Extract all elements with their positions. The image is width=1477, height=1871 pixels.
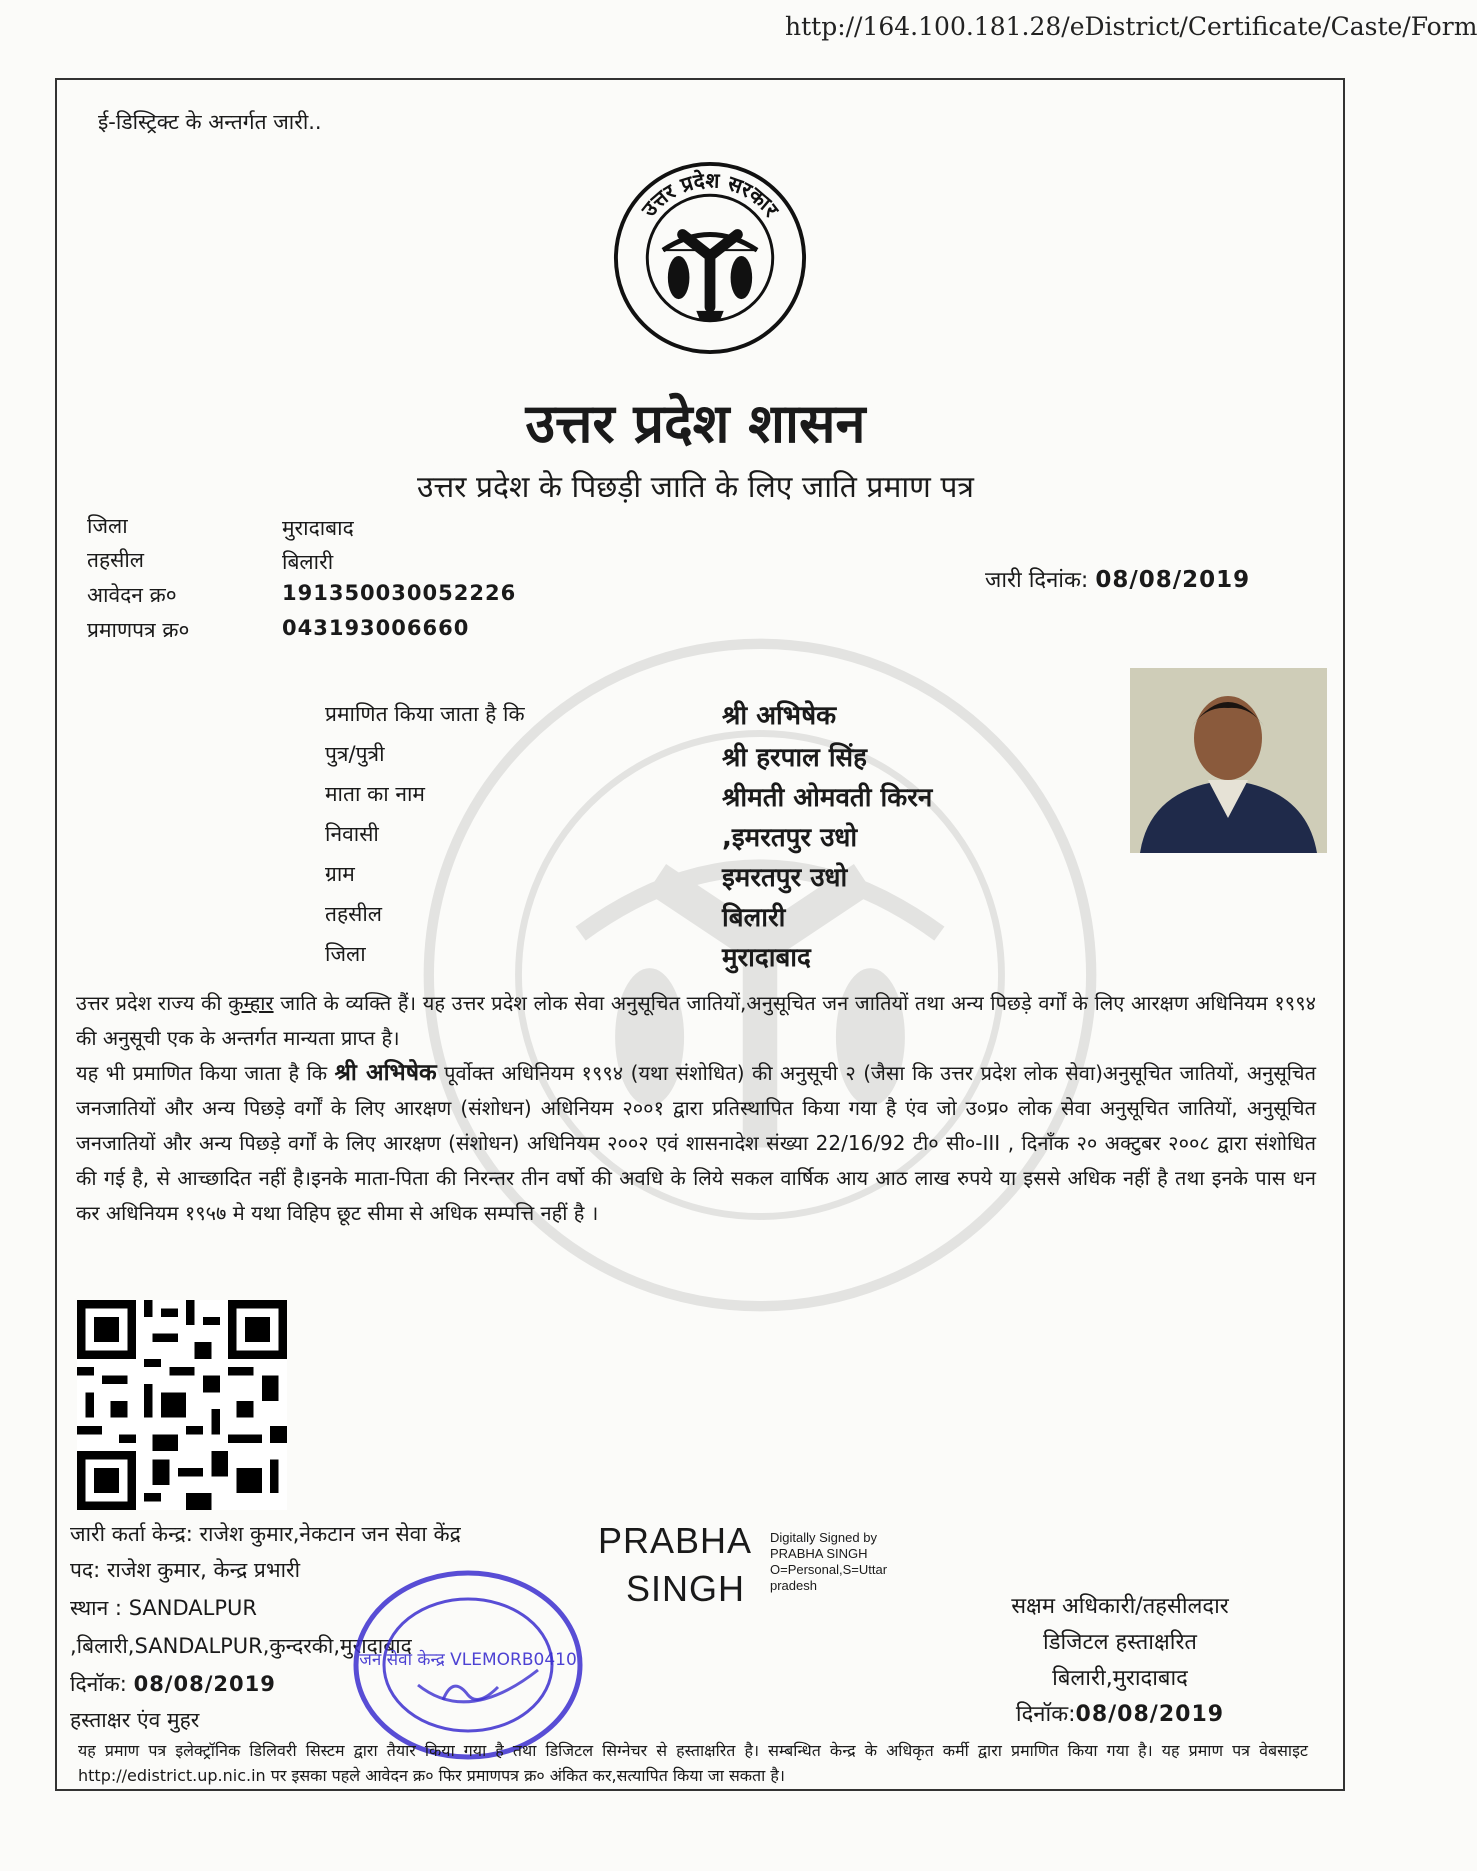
svg-text:जन सेवा केन्द्र VLEMORB0410: जन सेवा केन्द्र VLEMORB0410 [359, 1650, 577, 1670]
signature-detail: Digitally Signed by [770, 1530, 877, 1545]
authority-date [960, 1698, 1280, 1728]
svg-text:उत्तर प्रदेश सरकार: उत्तर प्रदेश सरकार [636, 168, 784, 222]
authority-digital: डिजिटल हस्ताक्षरित [1043, 1630, 1197, 1655]
resident-value: ,इमरतपुर उधो [722, 823, 858, 853]
certificate-subtitle: उत्तर प्रदेश के पिछड़ी जाति के लिए जाति प्रमाण पत्र [417, 470, 974, 505]
issuer-post: पद: राजेश कुमार, केन्द्र प्रभारी [70, 1558, 301, 1582]
exclusion-paragraph [76, 1056, 1316, 1231]
village-value: इमरतपुर उधो [722, 863, 848, 893]
qr-code [77, 1300, 287, 1510]
body-applicant-name: श्री अभिषेक [334, 1060, 437, 1086]
field-district-label: जिला [325, 942, 366, 966]
caste-paragraph [76, 986, 1316, 1056]
digital-signature-details [770, 1530, 887, 1594]
issue-date [985, 564, 1250, 594]
mother-name-value: श्रीमती ओमवती किरन [722, 783, 933, 813]
body-text: पूर्वोक्त अधिनियम १९९४ (यथा संशोधित) की अनुसूची २ (जैसा कि उत्तर प्रदेश लोक सेवा)अनुसूचित जातियों, अनुसूचित जनजातियों और अन्य पिछड़े वर्गों के लिए आरक्षण (संशोधन) अधिनियम २००१ द्वारा प्रतिस्थापित किया गया है एंव जो उ०प्र० लोक सेवा अनुसूचित जातियों, अनुसूचित जनजातियों और अन्य पिछड़े वर्गों के लिए आरक्षण (संशोधन) अधिनियम २००२ एवं शासनादेश संख्या 22/16/92 टी० सी०-III , दिनाँक २० अक्टुबर २००८ द्वारा संशोधित की गई है, से आच्छादित नहीं है।इनके माता-पिता की निरन्तर तीन वर्षो की अवधि के लिये सकल वार्षिक आय आठ लाख रुपये या इससे अधिक नहीं है तथा इनके पास धन कर अधिनियम १९५७ मे यथा विहिप छूट सीमा से अधिक सम्पत्ति नहीं है । [76, 1061, 1317, 1225]
verification-note: यह प्रमाण पत्र इलेक्ट्रॉनिक डिलिवरी सिस्टम द्वारा तैयार किया गया है तथा डिजिटल सिग्नेचर से हस्ताक्षरित है। सम्बन्धित केन्द्र के अधिकृत कर्मी द्वारा प्रमाणित किया गया है। यह प्रमाण पत्र वेबसाइट http://edistrict.up.nic.in पर इसका पहले आवेदन क्र० फिर प्रमाणपत्र क्र० अंकित कर,सत्यापित किया जा सकता है। [78, 1741, 1308, 1785]
issuer-date-label: दिनॉक: [70, 1672, 127, 1696]
application-number-label: आवेदन क्र० [87, 583, 177, 607]
issuer-date-value: 08/08/2019 [133, 1672, 276, 1696]
issuing-center: जारी कर्ता केन्द्र: राजेश कुमार,नेकटान जन सेवा केंद्र [70, 1522, 461, 1546]
mother-name-label: माता का नाम [325, 782, 425, 806]
signature-detail: O=Personal,S=Uttar [770, 1562, 888, 1577]
caste-name: कुम्हार [228, 991, 274, 1015]
body-text: जाति के व्यक्ति हैं। यह उत्तर प्रदेश लोक सेवा अनुसूचित जातियों,अनुसूचित जन जातियों तथा अन्य पिछड़े वर्गों के लिए आरक्षण अधिनियम १९९४ की अनुसूची एक के अन्तर्गत मान्यता प्राप्त है। [76, 991, 1316, 1050]
issuer-address: ,बिलारी,SANDALPUR,कुन्दरकी,मुरादाबाद [70, 1634, 412, 1658]
child-of-value: श्री हरपाल सिंह [722, 743, 867, 773]
child-of-label: पुत्र/पुत्री [325, 742, 385, 766]
signature-detail: pradesh [770, 1578, 817, 1593]
up-government-emblem-icon [612, 160, 808, 356]
digital-signer-name-line2: SINGH [626, 1568, 746, 1609]
field-tehsil-value: बिलारी [722, 903, 786, 933]
authority-title: सक्षम अधिकारी/तहसीलदार [1011, 1594, 1229, 1619]
certificate-number-label: प्रमाणपत्र क्र० [87, 618, 190, 642]
source-url: http://164.100.181.28/eDistrict/Certificate/Caste/Form [785, 12, 1477, 41]
application-number-value: 191350030052226 [282, 581, 517, 605]
digital-signer-name-line1: PRABHA [598, 1520, 753, 1561]
certify-label: प्रमाणित किया जाता है कि [325, 702, 525, 726]
authority-place: बिलारी,मुरादाबाद [1052, 1666, 1188, 1691]
issue-date-label: जारी दिनांक: [985, 568, 1089, 593]
certificate-number-value: 043193006660 [282, 616, 470, 640]
district-label: जिला [87, 514, 128, 538]
body-text: उत्तर प्रदेश राज्य की [76, 991, 229, 1015]
authority-date-label: दिनॉक: [1015, 1702, 1076, 1727]
field-district-value: मुरादाबाद [722, 943, 811, 973]
certificate-body [76, 986, 1316, 1231]
applicant-photo [1130, 668, 1327, 853]
field-tehsil-label: तहसील [325, 902, 382, 926]
issuer-date [70, 1670, 276, 1698]
resident-label: निवासी [325, 822, 379, 846]
certify-value: श्री अभिषेक [722, 701, 837, 731]
jan-seva-kendra-stamp [348, 1565, 588, 1765]
authority-date-value: 08/08/2019 [1075, 1702, 1225, 1727]
issuer-place: स्थान : SANDALPUR [70, 1596, 257, 1620]
body-text: यह भी प्रमाणित किया जाता है कि [76, 1061, 335, 1085]
issue-date-value: 08/08/2019 [1095, 567, 1251, 593]
issued-under-label: ई-डिस्ट्रिक्ट के अन्तर्गत जारी.. [98, 110, 322, 134]
tehsil-value: बिलारी [282, 550, 334, 574]
signature-and-seal-label: हस्ताक्षर एंव मुहर [70, 1708, 200, 1732]
tehsil-label: तहसील [87, 548, 144, 572]
certificate-title: उत्तर प्रदेश शासन [525, 391, 866, 455]
district-value: मुरादाबाद [282, 516, 354, 540]
signature-detail: PRABHA SINGH [770, 1546, 868, 1561]
village-label: ग्राम [325, 862, 355, 886]
